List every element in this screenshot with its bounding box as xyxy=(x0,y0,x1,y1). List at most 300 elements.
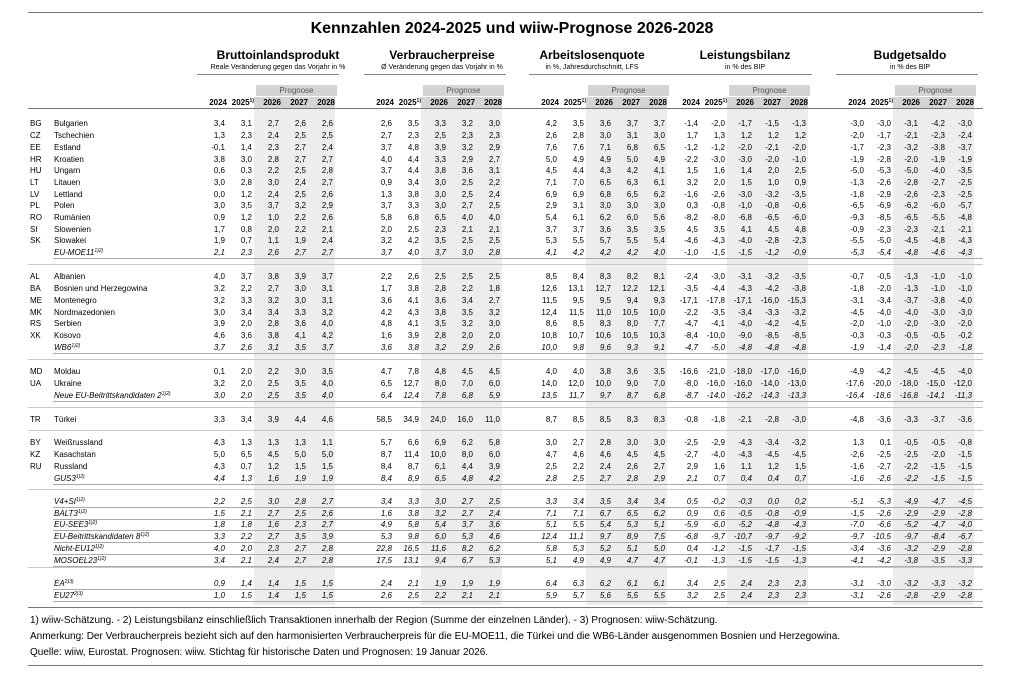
value-cell: 14,0 xyxy=(541,379,557,388)
year-header xyxy=(672,97,700,108)
value-cell: 2,3 xyxy=(488,131,500,140)
value-cell: 8,7 xyxy=(407,462,419,471)
value-cell: 1,6 xyxy=(267,520,279,529)
value-cell: -0,5 xyxy=(904,438,918,447)
value-cell: 1,5 xyxy=(213,509,225,518)
value-cell: -2,8 xyxy=(904,591,918,600)
value-cell: -3,1 xyxy=(850,591,864,600)
country-row xyxy=(0,177,1024,188)
value-cell: -2,5 xyxy=(877,450,891,459)
country-name-text: EA xyxy=(54,579,65,588)
value-cell: -0,3 xyxy=(877,331,891,340)
value-cell: 0,7 xyxy=(240,462,252,471)
value-cell: 1,3 xyxy=(267,438,279,447)
group-subtitle: in % des BIP xyxy=(724,64,766,71)
value-cell: 3,4 xyxy=(653,497,665,506)
value-cell: 3,2 xyxy=(294,201,306,210)
value-cell: 2,5 xyxy=(294,166,306,175)
value-cell: 5,1 xyxy=(545,556,557,565)
group-title: Arbeitslosenquote xyxy=(539,48,645,62)
value-cell: 7,8 xyxy=(434,391,446,400)
year-label: 2025 xyxy=(563,98,582,107)
value-cell: 10,0 xyxy=(595,379,611,388)
value-cell: 58,5 xyxy=(376,415,392,424)
value-cell: 3,2 xyxy=(461,319,473,328)
country-code: ME xyxy=(30,296,42,305)
country-name-text: Slowakei xyxy=(54,236,87,245)
value-cell: 8,4 xyxy=(572,272,584,281)
year-header xyxy=(893,97,920,108)
value-cell: 8,2 xyxy=(461,544,473,553)
value-cell: 7,6 xyxy=(572,143,584,152)
value-cell: 2,9 xyxy=(653,474,665,483)
value-cell: -1,0 xyxy=(958,272,972,281)
value-cell: 2,5 xyxy=(713,579,725,588)
value-cell: -17,1 xyxy=(679,296,698,305)
value-cell: 3,1 xyxy=(240,119,252,128)
value-cell: 9,8 xyxy=(572,343,584,352)
value-cell: -3,2 xyxy=(792,438,806,447)
value-cell: 11,5 xyxy=(542,296,557,305)
value-cell: 5,6 xyxy=(599,591,611,600)
value-cell: 6,5 xyxy=(240,450,252,459)
value-cell: 1,3 xyxy=(294,438,306,447)
value-cell: 5,0 xyxy=(626,155,638,164)
value-cell: 5,3 xyxy=(461,532,473,541)
value-cell: -1,3 xyxy=(792,556,806,565)
country-code: HU xyxy=(30,166,42,175)
value-cell: -0,5 xyxy=(877,272,891,281)
value-cell: -4,0 xyxy=(958,520,972,529)
value-cell: -2,2 xyxy=(684,155,698,164)
value-cell: 4,7 xyxy=(545,450,557,459)
value-cell: -3,7 xyxy=(958,143,972,152)
value-cell: 2,8 xyxy=(434,284,446,293)
value-cell: 6,9 xyxy=(545,190,557,199)
value-cell: -4,8 xyxy=(765,343,779,352)
value-cell: 1,3 xyxy=(240,474,252,483)
value-cell: 2,6 xyxy=(267,248,279,257)
country-name-text: Ukraine xyxy=(54,379,82,388)
value-cell: 0,9 xyxy=(794,178,806,187)
value-cell: -10,0 xyxy=(706,331,725,340)
value-cell: 2,4 xyxy=(380,579,392,588)
value-cell: -2,9 xyxy=(931,544,945,553)
country-note: 1)2) xyxy=(76,497,85,503)
value-cell: -3,0 xyxy=(792,415,806,424)
value-cell: 0,4 xyxy=(740,474,752,483)
value-cell: 6,5 xyxy=(626,509,638,518)
value-cell: -1,5 xyxy=(765,119,779,128)
value-cell: 5,1 xyxy=(626,544,638,553)
year-label: 2025 xyxy=(704,98,723,107)
value-cell: 11,0 xyxy=(596,308,611,317)
value-cell: -12,0 xyxy=(953,379,972,388)
country-name-text: EU-Beitrittskandidaten 8 xyxy=(54,532,141,541)
footnote-3: Quelle: wiiw, Eurostat. Prognosen: wiiw. Stichtag für historische Daten und Prognosen: 19 Januar 2026. xyxy=(30,647,489,658)
value-cell: 2,9 xyxy=(488,143,500,152)
value-cell: 3,7 xyxy=(653,119,665,128)
group-subtitle: in % des BIP xyxy=(889,64,931,71)
value-cell: 4,2 xyxy=(380,308,392,317)
value-cell: 3,2 xyxy=(267,296,279,305)
value-cell: -4,7 xyxy=(684,319,698,328)
value-cell: -3,0 xyxy=(711,155,725,164)
aggregate-underline xyxy=(53,401,983,402)
value-cell: 2,7 xyxy=(294,143,306,152)
country-row xyxy=(0,142,1024,153)
value-cell: 9,3 xyxy=(653,296,665,305)
value-cell: -7,0 xyxy=(850,520,864,529)
country-row xyxy=(0,118,1024,129)
value-cell: 24,0 xyxy=(430,415,446,424)
country-name xyxy=(54,519,97,530)
value-cell: -4,7 xyxy=(931,520,945,529)
value-cell: 11,6 xyxy=(431,544,446,553)
value-cell: 0,5 xyxy=(686,497,698,506)
country-name xyxy=(54,330,81,341)
aggregate-row xyxy=(0,473,1024,484)
year-label: 2028 xyxy=(317,98,335,107)
value-cell: 3,2 xyxy=(213,379,225,388)
value-cell: 3,0 xyxy=(488,319,500,328)
value-cell: 4,4 xyxy=(407,166,419,175)
value-cell: -4,7 xyxy=(684,343,698,352)
value-cell: 2,6 xyxy=(488,343,500,352)
value-cell: 3,8 xyxy=(599,367,611,376)
country-name xyxy=(54,318,82,329)
value-cell: 0,1 xyxy=(213,367,225,376)
value-cell: 2,8 xyxy=(321,544,333,553)
country-name-text: Bosnien und Herzegowina xyxy=(54,284,148,293)
group-title: Bruttoinlandsprodukt xyxy=(216,48,340,62)
value-cell: 4,9 xyxy=(572,556,584,565)
value-cell: 8,9 xyxy=(626,532,638,541)
value-cell: -17,1 xyxy=(733,296,752,305)
value-cell: 2,6 xyxy=(626,462,638,471)
value-cell: -2,8 xyxy=(765,236,779,245)
group-separator xyxy=(28,430,983,431)
value-cell: -2,0 xyxy=(877,284,891,293)
country-name xyxy=(54,390,171,401)
country-name-text: Slowenien xyxy=(54,225,91,234)
value-cell: 3,6 xyxy=(599,119,611,128)
value-cell: 2,7 xyxy=(294,248,306,257)
value-cell: 3,2 xyxy=(321,308,333,317)
value-cell: -2,5 xyxy=(958,190,972,199)
aggregate-row xyxy=(0,390,1024,401)
value-cell: 3,3 xyxy=(434,155,446,164)
value-cell: 5,4 xyxy=(434,520,446,529)
country-name xyxy=(54,283,147,294)
value-cell: -6,5 xyxy=(765,213,779,222)
value-cell: 0,6 xyxy=(713,509,725,518)
value-cell: -4,4 xyxy=(711,284,725,293)
value-cell: -0,5 xyxy=(904,331,918,340)
value-cell: 6,5 xyxy=(434,474,446,483)
year-label: 2027 xyxy=(763,98,781,107)
value-cell: 6,8 xyxy=(599,190,611,199)
value-cell: -18,0 xyxy=(899,379,918,388)
value-cell: 0,3 xyxy=(686,201,698,210)
country-code: LT xyxy=(30,178,39,187)
year-header xyxy=(920,97,947,108)
value-cell: -2,9 xyxy=(877,190,891,199)
value-cell: 3,1 xyxy=(626,131,638,140)
value-cell: -10,5 xyxy=(872,532,891,541)
value-cell: 6,5 xyxy=(626,190,638,199)
value-cell: 3,5 xyxy=(626,225,638,234)
value-cell: 10,7 xyxy=(568,331,584,340)
aggregate-underline xyxy=(53,353,983,354)
value-cell: 2,8 xyxy=(545,474,557,483)
value-cell: 7,1 xyxy=(599,143,611,152)
value-cell: 2,7 xyxy=(321,155,333,164)
value-cell: -3,5 xyxy=(931,556,945,565)
value-cell: -3,0 xyxy=(877,579,891,588)
value-cell: 5,6 xyxy=(653,213,665,222)
country-row xyxy=(0,283,1024,294)
value-cell: 4,5 xyxy=(545,166,557,175)
value-cell: 3,0 xyxy=(213,201,225,210)
value-cell: 11,4 xyxy=(404,450,419,459)
year-label: 2027 xyxy=(622,98,640,107)
value-cell: 8,1 xyxy=(653,272,665,281)
value-cell: 4,8 xyxy=(461,474,473,483)
group-subtitle: in %, Jahresdurchschnitt, LFS xyxy=(545,64,639,71)
value-cell: 2,7 xyxy=(380,131,392,140)
value-cell: 2,5 xyxy=(461,190,473,199)
value-cell: -3,0 xyxy=(738,190,752,199)
value-cell: 2,6 xyxy=(321,213,333,222)
value-cell: -0,8 xyxy=(765,201,779,210)
value-cell: 2,6 xyxy=(545,131,557,140)
value-cell: 6,2 xyxy=(653,509,665,518)
value-cell: -4,5 xyxy=(765,450,779,459)
country-note: 1)2) xyxy=(71,343,81,349)
aggregate-row xyxy=(0,531,1024,542)
value-cell: 4,3 xyxy=(599,166,611,175)
value-cell: 2,7 xyxy=(488,155,500,164)
value-cell: -2,9 xyxy=(931,591,945,600)
value-cell: 7,8 xyxy=(407,367,419,376)
value-cell: 2,4 xyxy=(321,236,333,245)
value-cell: 2,9 xyxy=(545,201,557,210)
value-cell: -1,5 xyxy=(931,462,945,471)
value-cell: 8,4 xyxy=(380,462,392,471)
value-cell: -4,8 xyxy=(792,343,806,352)
value-cell: -2,2 xyxy=(904,462,918,471)
value-cell: 1,7 xyxy=(213,225,225,234)
value-cell: 0,3 xyxy=(240,166,252,175)
value-cell: 4,1 xyxy=(740,225,752,234)
value-cell: 3,7 xyxy=(626,119,638,128)
value-cell: 2,5 xyxy=(488,497,500,506)
year-label: 2027 xyxy=(457,98,475,107)
aggregate-row xyxy=(0,590,1024,601)
value-cell: 3,0 xyxy=(545,438,557,447)
value-cell: 6,1 xyxy=(572,213,584,222)
value-cell: 5,9 xyxy=(545,591,557,600)
value-cell: 2,7 xyxy=(461,201,473,210)
value-cell: -0,9 xyxy=(850,225,864,234)
value-cell: -2,6 xyxy=(850,450,864,459)
value-cell: 6,5 xyxy=(380,379,392,388)
value-cell: 2,1 xyxy=(461,591,473,600)
value-cell: -1,3 xyxy=(904,272,918,281)
value-cell: -2,9 xyxy=(904,509,918,518)
value-cell: -3,2 xyxy=(904,143,918,152)
value-cell: 2,5 xyxy=(294,509,306,518)
value-cell: 1,8 xyxy=(488,284,500,293)
value-cell: 3,4 xyxy=(572,497,584,506)
value-cell: -2,1 xyxy=(765,143,779,152)
value-cell: 3,8 xyxy=(407,343,419,352)
value-cell: 12,4 xyxy=(403,391,419,400)
value-cell: 4,9 xyxy=(380,520,392,529)
value-cell: 2,5 xyxy=(461,236,473,245)
value-cell: 2,9 xyxy=(461,343,473,352)
value-cell: 0,4 xyxy=(686,544,698,553)
value-cell: 3,4 xyxy=(461,296,473,305)
value-cell: 3,6 xyxy=(488,520,500,529)
value-cell: 3,8 xyxy=(434,166,446,175)
value-cell: 2,5 xyxy=(488,272,500,281)
value-cell: 3,4 xyxy=(240,308,252,317)
value-cell: -5,5 xyxy=(850,236,864,245)
country-code: SK xyxy=(30,236,41,245)
year-label: 2028 xyxy=(484,98,502,107)
value-cell: -4,5 xyxy=(792,319,806,328)
value-cell: -0,5 xyxy=(738,509,752,518)
value-cell: 6,9 xyxy=(434,438,446,447)
value-cell: 3,0 xyxy=(434,178,446,187)
value-cell: -5,3 xyxy=(877,497,891,506)
value-cell: 2,7 xyxy=(321,178,333,187)
value-cell: -4,9 xyxy=(850,367,864,376)
value-cell: 2,6 xyxy=(240,343,252,352)
value-cell: 3,4 xyxy=(380,497,392,506)
value-cell: 3,6 xyxy=(626,367,638,376)
value-cell: 3,2 xyxy=(380,236,392,245)
value-cell: 5,3 xyxy=(572,544,584,553)
value-cell: 1,8 xyxy=(213,520,225,529)
country-name xyxy=(54,165,80,176)
value-cell: 2,0 xyxy=(240,367,252,376)
country-name xyxy=(54,271,85,282)
value-cell: -2,0 xyxy=(765,155,779,164)
country-name xyxy=(54,461,87,472)
aggregate-underline xyxy=(53,566,983,567)
value-cell: 2,2 xyxy=(294,225,306,234)
value-cell: -4,3 xyxy=(958,248,972,257)
value-cell: 5,8 xyxy=(488,438,500,447)
value-cell: -1,9 xyxy=(850,343,864,352)
value-cell: 1,5 xyxy=(686,166,698,175)
value-cell: 3,8 xyxy=(407,509,419,518)
value-cell: -0,1 xyxy=(211,143,225,152)
value-cell: 2,2 xyxy=(572,462,584,471)
value-cell: 8,3 xyxy=(599,319,611,328)
year-header xyxy=(838,97,866,108)
value-cell: 3,0 xyxy=(461,248,473,257)
country-name xyxy=(54,449,96,460)
country-name xyxy=(54,130,94,141)
value-cell: -1,6 xyxy=(850,474,864,483)
value-cell: -4,3 xyxy=(711,236,725,245)
value-cell: -2,3 xyxy=(792,236,806,245)
value-cell: 12,4 xyxy=(541,532,557,541)
value-cell: 2,0 xyxy=(240,544,252,553)
year-header xyxy=(421,97,448,108)
value-cell: 9,0 xyxy=(626,379,638,388)
value-cell: 3,0 xyxy=(294,284,306,293)
value-cell: 2,6 xyxy=(407,272,419,281)
value-cell: 9,6 xyxy=(599,343,611,352)
year-header xyxy=(559,97,586,108)
value-cell: 9,8 xyxy=(407,532,419,541)
value-cell: 6,0 xyxy=(488,450,500,459)
value-cell: 1,5 xyxy=(794,462,806,471)
country-row xyxy=(0,366,1024,377)
value-cell: -11,3 xyxy=(954,391,972,400)
value-cell: 6,0 xyxy=(626,213,638,222)
value-cell: 3,4 xyxy=(213,119,225,128)
value-cell: 3,0 xyxy=(488,119,500,128)
value-cell: 4,2 xyxy=(626,248,638,257)
value-cell: -3,4 xyxy=(765,438,779,447)
value-cell: 2,5 xyxy=(461,272,473,281)
value-cell: 3,0 xyxy=(213,391,225,400)
value-cell: 3,8 xyxy=(267,272,279,281)
value-cell: -3,8 xyxy=(792,284,806,293)
value-cell: 2,2 xyxy=(240,284,252,293)
country-name-text: Neue EU-Beitrittskandidaten 2 xyxy=(54,391,162,400)
top-rule xyxy=(28,12,983,13)
value-cell: 1,5 xyxy=(294,462,306,471)
value-cell: -4,0 xyxy=(958,367,972,376)
year-header xyxy=(531,97,559,108)
year-header xyxy=(586,97,613,108)
value-cell: -8,2 xyxy=(684,213,698,222)
value-cell: -1,3 xyxy=(904,284,918,293)
value-cell: 10,5 xyxy=(622,308,638,317)
value-cell: 11,7 xyxy=(569,391,584,400)
value-cell: 2,3 xyxy=(407,131,419,140)
value-cell: 2,9 xyxy=(461,155,473,164)
value-cell: 4,5 xyxy=(488,367,500,376)
value-cell: 3,4 xyxy=(686,579,698,588)
value-cell: 5,0 xyxy=(321,450,333,459)
value-cell: -1,5 xyxy=(958,450,972,459)
value-cell: -5,0 xyxy=(850,166,864,175)
value-cell: 3,7 xyxy=(380,248,392,257)
value-cell: -8,5 xyxy=(765,331,779,340)
value-cell: 6,5 xyxy=(653,143,665,152)
aggregate-underline xyxy=(53,601,983,602)
value-cell: 5,0 xyxy=(213,450,225,459)
value-cell: -2,0 xyxy=(931,450,945,459)
value-cell: -3,6 xyxy=(958,415,972,424)
value-cell: 2,3 xyxy=(767,591,779,600)
value-cell: 13,5 xyxy=(541,391,557,400)
value-cell: -4,2 xyxy=(765,284,779,293)
value-cell: 8,7 xyxy=(626,391,638,400)
value-cell: -9,7 xyxy=(904,532,918,541)
year-label: 2024 xyxy=(848,98,866,107)
value-cell: -18,0 xyxy=(733,367,752,376)
value-cell: -14,3 xyxy=(760,391,779,400)
